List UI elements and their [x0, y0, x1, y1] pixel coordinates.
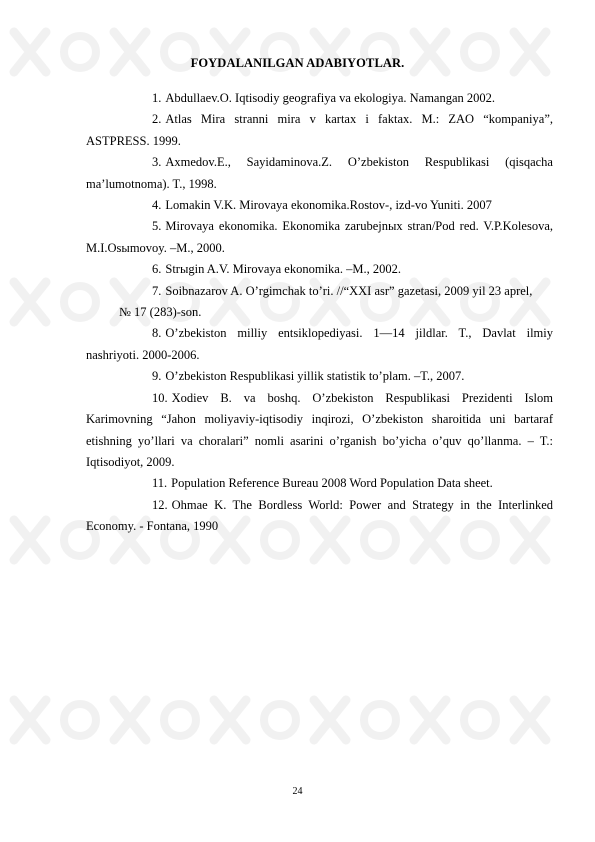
reference-item — [86, 366, 553, 387]
reference-text: Strыgin A.V. Mirovaya ekonomika. –M., 2002. — [165, 262, 401, 277]
page-number: 24 — [292, 786, 303, 797]
reference-item — [86, 88, 553, 109]
reference-number: 9. — [152, 369, 162, 384]
reference-continuation — [86, 302, 553, 323]
reference-item — [86, 259, 553, 280]
page-title: FOYDALANILGAN ADABIYOTLAR. — [190, 56, 405, 70]
reference-text: Ohmae K. The Bordless World: Power and Strategy in the Interlinked Economy. - Fontana, 1990 — [86, 497, 553, 534]
reference-text: Population Reference Bureau 2008 Word Population Data sheet. — [171, 476, 493, 491]
reference-number: 1. — [152, 91, 162, 105]
reference-number: 8. — [152, 326, 162, 341]
reference-text: Soibnazarov A. O’rgimchak to’ri. //“XXI asr” gazetasi, 2009 yil 23 aprel, — [165, 283, 533, 298]
reference-item — [86, 109, 553, 152]
reference-number: 5. — [152, 219, 162, 234]
reference-text: Lomakin V.K. Mirovaya ekonomika.Rostov-, izd-vo Yuniti. 2007 — [165, 198, 492, 213]
reference-item — [86, 323, 553, 366]
reference-number: 4. — [152, 198, 162, 213]
reference-item — [86, 195, 553, 216]
reference-item — [86, 388, 553, 474]
reference-item — [86, 216, 553, 259]
reference-number: 6. — [152, 262, 162, 277]
reference-text: Mirovaya ekonomika. Ekonomika zarubejnых stran/Pod red. V.P.Kolesova, M.I.Osыmovoy. –M., 2000. — [86, 219, 553, 255]
reference-text: Xodiev B. va boshq. O’zbekiston Respublikasi Prezidenti Islom Karimovning “Jahon moliyaviy-iqtisodiy inqirozi, O’zbekiston sharoitida uni bartaraf etishning yo’llari va choralari” nomli asarini o’rganish bo’yicha o’quv qo’llanma. – T.: Iqtisodiyot, 2009. — [86, 390, 553, 469]
reference-number: 12. — [152, 497, 168, 512]
reference-item — [86, 495, 553, 538]
reference-item — [86, 281, 553, 302]
reference-number: 10. — [152, 390, 168, 405]
reference-item — [86, 473, 553, 494]
reference-text: O’zbekiston Respublikasi yillik statistik to’plam. –T., 2007. — [165, 369, 465, 384]
reference-number: 7. — [152, 283, 162, 298]
reference-number: 11. — [152, 476, 168, 491]
reference-list — [86, 88, 553, 538]
reference-text: Axmedov.E., Sayidaminova.Z. O’zbekiston Respublikasi (qisqacha ma’lumotnoma). T., 1998. — [86, 155, 553, 191]
reference-continuation-text: № 17 (283)-son. — [119, 305, 202, 320]
reference-text: O’zbekiston milliy entsiklopediyasi. 1—14 jildlar. T., Davlat ilmiy nashriyoti. 2000-2006. — [86, 326, 553, 362]
reference-text: Atlas Mira stranni mira v kartax i faktax. M.: ZAO “kompaniya”, ASTPRESS. 1999. — [86, 112, 553, 148]
reference-number: 3. — [152, 155, 162, 170]
reference-item — [86, 152, 553, 195]
reference-number: 2. — [152, 112, 162, 127]
reference-text: Abdullaev.O. Iqtisodiy geografiya va ekologiya. Namangan 2002. — [165, 91, 496, 105]
